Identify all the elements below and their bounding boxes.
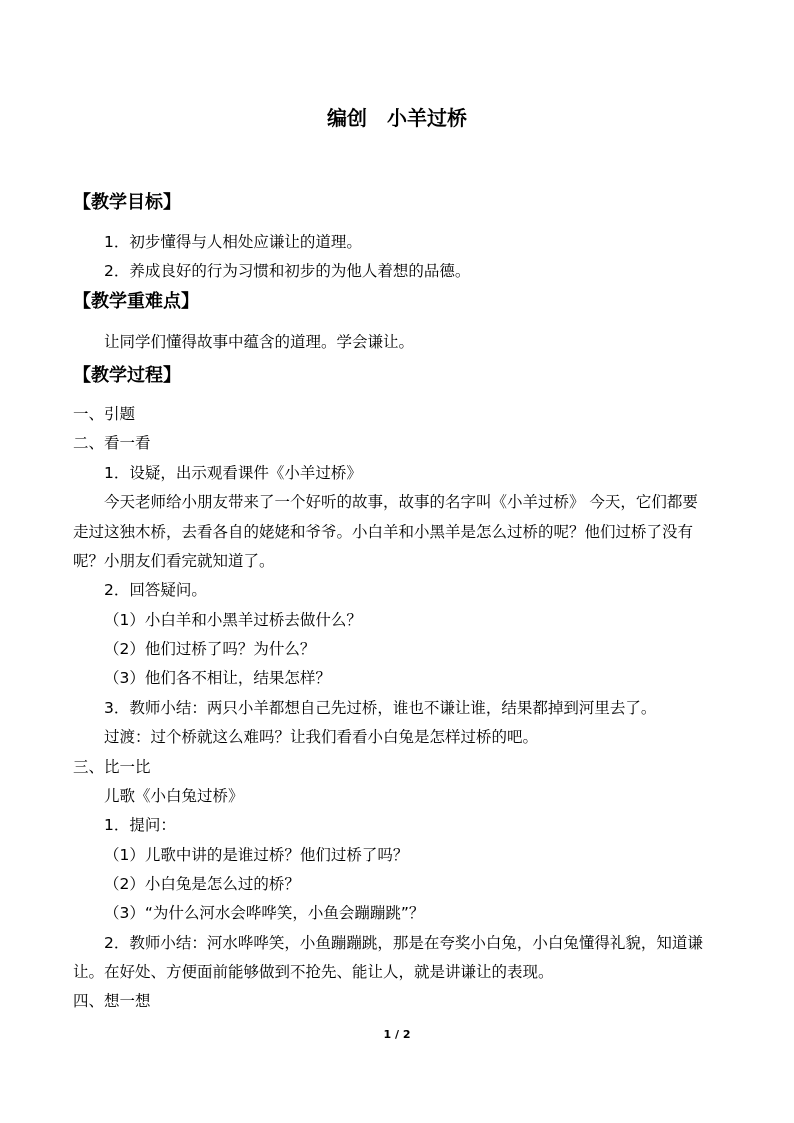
question-item: （3）他们各不相让，结果怎样？ [104,669,331,687]
page-number: 1 / 2 [383,1028,411,1041]
step-item: 1．设疑，出示观看课件《小羊过桥》 [104,464,362,482]
story-paragraph-line: 今天老师给小朋友带来了一个好听的故事，故事的名字叫《小羊过桥》 今天，它们都要 [104,493,698,511]
goal-item-2: 2．养成良好的行为习惯和初步的为他人着想的品德。 [104,262,471,280]
summary-paragraph-line: 2．教师小结：河水哗哗笑，小鱼蹦蹦跳，那是在夸奖小白兔，小白兔懂得礼貌，知道谦 [104,934,703,952]
key-points-text: 让同学们懂得故事中蕴含的道理。学会谦让。 [104,333,415,351]
step-item: 2．回答疑问。 [104,581,207,599]
key-points-heading: 【教学重难点】 [73,291,199,312]
step-item: 1．提问： [104,816,176,834]
section-title-3: 三、比一比 [73,758,151,776]
question-item: （3）“为什么河水会哗哗笑，小鱼会蹦蹦跳”？ [104,904,425,922]
summary-paragraph-line: 让。在好处、方便面前能够做到不抢先、能让人，就是讲谦让的表现。 [73,963,554,981]
question-item: （1）儿歌中讲的是谁过桥？他们过桥了吗？ [104,846,409,864]
section-title-1: 一、引题 [73,405,136,423]
process-heading: 【教学过程】 [73,365,181,386]
story-paragraph-line: 呢？小朋友们看完就知道了。 [73,552,275,570]
transition-text: 过渡：过个桥就这么难吗？让我们看看小白兔是怎样过桥的吧。 [104,728,539,746]
question-item: （1）小白羊和小黑羊过桥去做什么？ [104,611,362,629]
story-paragraph-line: 走过这独木桥，去看各自的姥姥和爷爷。小白羊和小黑羊是怎么过桥的呢？他们过桥了没有 [73,523,694,541]
goals-heading: 【教学目标】 [73,192,181,213]
page-title: 编创 小羊过桥 [327,106,467,130]
section-title-4: 四、想一想 [73,992,151,1010]
step-item: 3．教师小结：两只小羊都想自己先过桥，谁也不谦让谁，结果都掉到河里去了。 [104,699,657,717]
question-item: （2）他们过桥了吗？为什么？ [104,640,316,658]
section-title-2: 二、看一看 [73,434,151,452]
song-title: 儿歌《小白兔过桥》 [104,787,244,805]
question-item: （2）小白兔是怎么过的桥？ [104,875,300,893]
goal-item-1: 1．初步懂得与人相处应谦让的道理。 [104,233,362,251]
